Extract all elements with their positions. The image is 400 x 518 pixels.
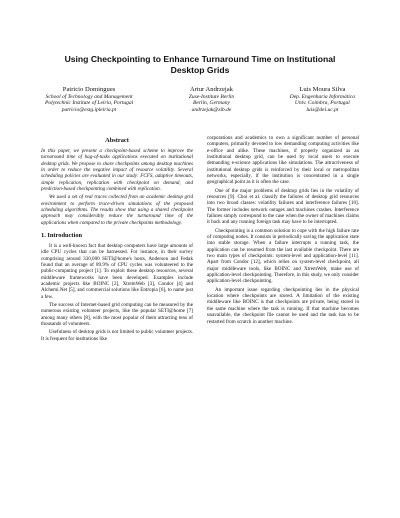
author-name: Patricio Domingues: [62, 86, 116, 93]
author-affiliation: Univ. Coimbra, Portugal: [294, 100, 350, 107]
abstract-paragraph: In this paper, we present a checkpoint-based scheme to improve the turnaround time of bag-of-tasks applications executed on institutional desktop grids. We propose to share checkpoints among desktop machines in order to reduce the negative impact of resource volatility. Several scheduling policies are evaluated in our study: FCFS, adaptive timeouts, simple replication, replication with checkpoint on demand, and prediction-based checkpointing combined with replication.: [41, 147, 193, 192]
introduction-heading: 1. Introduction: [41, 232, 83, 240]
body-paragraph: An important issue regarding checkpointing lies in the physical location where checkpoints are stored. A limitation of the existing middleware like BOINC is that checkpoints are private, being stored in the same machine where the task is running. If that machine becomes unavailable, the checkpoint file cannot be used and the task has to be restarted from scratch in another machine.: [207, 286, 359, 325]
author-email: luis@dei.uc.pt: [306, 106, 339, 113]
body-paragraph: It is a well-known fact that desktop computers have large amounts of idle CPU cycles that can be harnessed. For instance, in their survey comprising around 330,000 SETI@home's hosts, Anderson and Fedak found that an average of 89.9% of CPU cycles was volunteered to the public-computing project [1]. To exploit these desktop resources, several middleware frameworks have been developed. Examples include academic projects like BOINC [2], XtremWeb [3], Condor [4] and Alchemi.Net [5], and commercial solutions like Entropia [6], to name just a few.: [41, 243, 193, 300]
author-name: Luis Moura Silva: [299, 86, 346, 93]
left-column: [41, 135, 193, 344]
author-affiliation: Polytechnic Institute of Leiria, Portugal: [45, 100, 134, 107]
author-email: andrzejak@zib.de: [191, 106, 232, 113]
author-affiliation: Zuse-Institute Berlin: [188, 94, 235, 100]
body-paragraph: Usefulness of desktop grids is not limited to public volunteer projects. It is frequent for institutions like: [41, 329, 193, 342]
abstract-text: [41, 148, 193, 226]
author-block: [45, 86, 355, 113]
body-paragraph: Checkpointing is a common solution to cope with the high failure rate of computing nodes. It consists in periodically saving the application state into stable storage. When a failure interrupts a running task, the application can be resumed from the last available checkpoint. There are two main types of checkpoints: system-level and application-level [11]. Apart from Condor [12], which relies on system-level checkpoint, all major middleware tools, like BOINC and XtremWeb, make use of application-level checkpointing. Therefore, in this study, we only consider application-level checkpointing.: [207, 227, 359, 285]
author-affiliation: Dep. Engenharia Informática: [289, 94, 355, 100]
author-affiliation: School of Technology and Management: [45, 94, 133, 100]
author-affiliation: Berlin, Germany: [192, 100, 230, 107]
author-name: Artur Andrzejak: [189, 86, 233, 93]
body-paragraph: corporations and academics to own a significant number of personal computers, primarily devoted to low demanding computing activities like e-office and alike. These machines, if properly organized as an institutional desktop grid, can be used by local users to execute demanding e-science applications like simulations. The attractiveness of institutional desktop grids is reinforced by their local or metropolitan networks, especially, if the institution is concentrated in a single geographical point as it is often the case.: [207, 134, 359, 186]
right-column: [207, 135, 359, 344]
body-paragraph: The success of Internet-based grid computing can be measured by the numerous existing volunteer projects, like the popular SETI@home [7] among many others [8], with the most popular of them attracting tens of thousands of volunteers.: [41, 302, 193, 328]
author-2: [189, 86, 234, 113]
two-column-body: [41, 135, 359, 344]
author-email: patricio@estg.ipleiria.pt: [61, 106, 117, 113]
author-1: [45, 86, 133, 113]
abstract-heading: Abstract: [105, 136, 129, 144]
author-3: [290, 86, 355, 113]
body-paragraph: One of the major problems of desktop grids lies in the volatility of resources [9]. Choi et al. classify the failures of desktop grid resources into two broad classes: volatility failures and interference failures [10]. The former includes network outages and machines crashes. Interference failures simply correspond to the case when the owner of machines claims it back and any running foreign task may have to be interrupted.: [207, 187, 359, 226]
paper-title: Using Checkpointing to Enhance Turnaround Time on Institutional Desktop Grids: [64, 54, 336, 75]
abstract-paragraph: We used a set of real traces collected from an academic desktop grid environment to perform trace-driven simulations of the proposed scheduling algorithms. The results show that using a shared checkpoint approach may considerably reduce the turnaround time of the applications when compared to the private checkpoints methodology.: [41, 194, 193, 226]
